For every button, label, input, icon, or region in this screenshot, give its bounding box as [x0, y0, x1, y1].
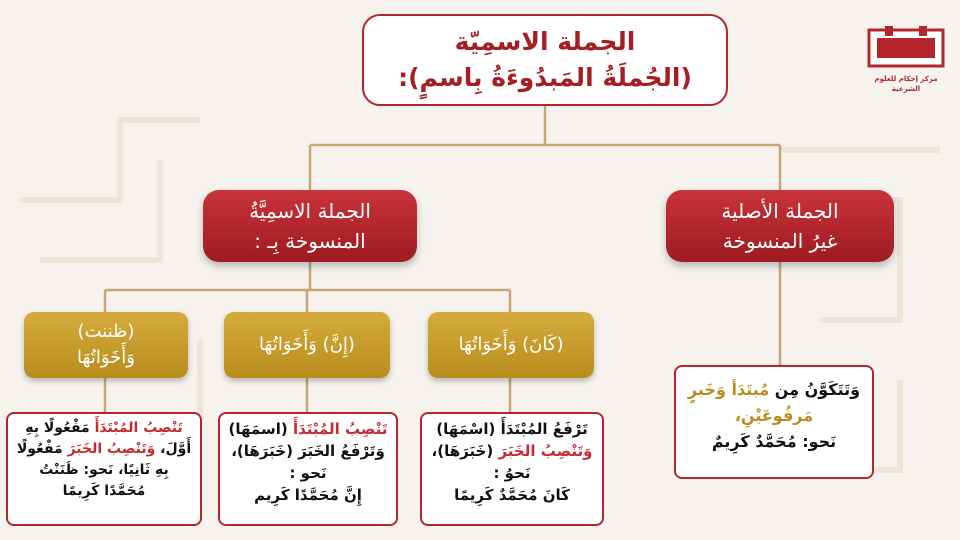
inna-line1: (إِنَّ) وَأَخَوَاتُهَا — [259, 334, 355, 355]
logo-subtitle: مركز إحكام للعلوم الشرعية — [874, 75, 938, 93]
logo-emblem-icon — [867, 24, 945, 70]
brand-logo — [866, 24, 946, 93]
zanna-card — [6, 412, 202, 526]
zanna-card-line1: تَنْصِبُ المُبْتَدَأَ مَفْعُولًا بِهِ — [25, 420, 183, 436]
inna-card — [218, 412, 398, 526]
kana-card — [420, 412, 604, 526]
inna-node — [224, 312, 390, 378]
inna-card-line2: وَتَرْفَعُ الخَبَرَ (خَبَرَهَا)، — [231, 442, 385, 460]
kana-card-line2: وَتَنْصِبُ الخَبَرَ (خَبَرَهَا)، — [431, 442, 593, 460]
asliya-card-line3: نَحو: مُحَمَّدٌ كَرِيمٌ — [711, 432, 837, 451]
zanna-node — [24, 312, 188, 378]
inna-card-line1: تَنْصِبُ المُبْتَدَأَ (اسمَهَا) — [228, 420, 388, 438]
asliya-card-line1: وَتَتَكَوَّنُ مِن مُبتَدَأ وَخَبرٍ — [687, 380, 861, 399]
root-subtitle: (الجُملَةُ المَبدُوءَةُ بِاسمٍ): — [398, 63, 692, 92]
zanna-card-line2: أَوَّلَ، وَتَنْصِبُ الخَبَرَ مَفْعُولًا — [16, 441, 192, 457]
right-branch-line2: غيرُ المنسوخة — [722, 229, 838, 253]
kana-card-line4: كَانَ مُحَمَّدٌ كَرِيمًا — [454, 486, 570, 504]
left-branch-node — [203, 190, 417, 262]
root-title: الجملة الاسمِيّة — [454, 27, 636, 56]
right-branch-line1: الجملة الأصلية — [721, 199, 839, 223]
right-branch-node — [666, 190, 894, 262]
zanna-card-line3: بِهِ ثَانِيًا، نَحو: ظَنَنْتُ — [39, 462, 169, 478]
left-branch-line1: الجملة الاسمِيَّةُ — [249, 199, 371, 223]
zanna-line1: (ظننت) — [77, 321, 135, 342]
left-branch-line2: المنسوخة بِـ : — [254, 229, 366, 253]
kana-card-line1: تَرْفَعُ المُبْتَدَأَ (اسْمَهَا) — [436, 420, 588, 438]
asliya-card — [674, 365, 874, 479]
kana-line1: (كَانَ) وَأَخَوَاتُهَا — [458, 334, 564, 355]
inna-card-line4: إِنَّ مُحَمَّدًا كَرِيم — [254, 486, 362, 504]
zanna-card-line4: مُحَمَّدًا كَرِيمًا — [62, 483, 146, 499]
asliya-card-line2: مَرفُوعَيْنِ، — [734, 406, 814, 425]
kana-node — [428, 312, 594, 378]
inna-card-line3: نَحو : — [289, 464, 327, 482]
zanna-line2: وَأَخَوَاتُهَا — [77, 347, 135, 368]
root-node — [362, 14, 728, 106]
kana-card-line3: نَحوُ : — [493, 464, 531, 482]
